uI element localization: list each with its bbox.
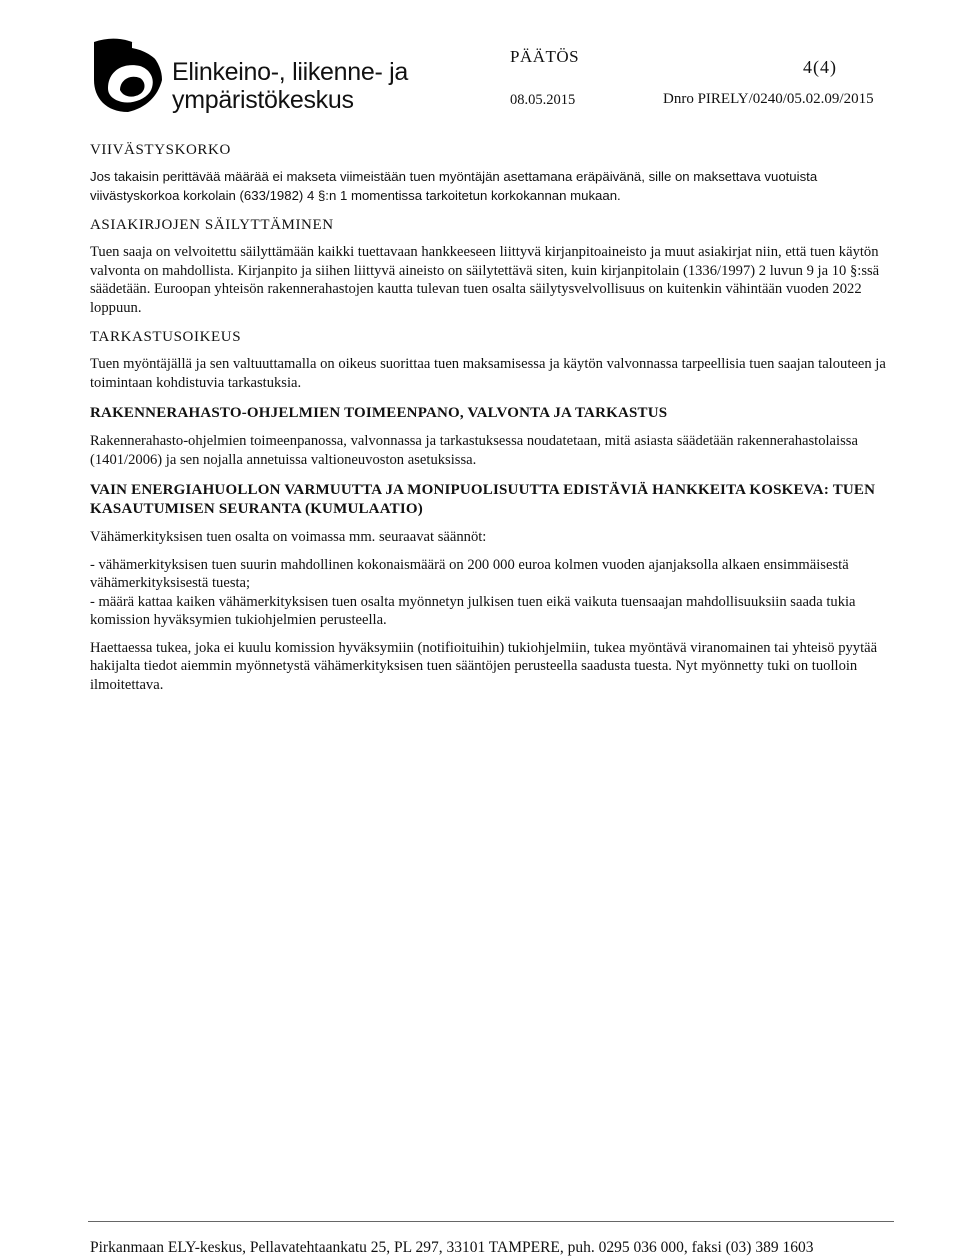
organization-name: [172, 58, 408, 114]
section-heading: TARKASTUSOIKEUS: [90, 329, 242, 345]
section-heading: ASIAKIRJOJEN SÄILYTTÄMINEN: [90, 217, 334, 233]
footer-divider: [88, 1221, 894, 1222]
section-paragraph: Haettaessa tukea, joka ei kuulu komission hyväksymiin (notifioituihin) tukiohjelmiin, tukea myöntävä viranomainen tai yhteisö pyytää hakijalta tiedot aiemmin myönnetystä vähämerkityksisen tuen sääntöjen perusteella saadusta tuesta. Nyt myönnetty tuki on tuolloin ilmoitettava.: [90, 639, 878, 693]
document-type: PÄÄTÖS: [510, 47, 580, 66]
organization-name-line2: ympäristökeskus: [172, 86, 354, 114]
section-heading: VAIN ENERGIAHUOLLON VARMUUTTA JA MONIPUOLISUUTTA EDISTÄVIÄ HANKKEITA KOSKEVA: TUEN KASAUTUMISEN SEURANTA (KUMULAATIO): [90, 482, 876, 517]
organization-name-line1: Elinkeino-, liikenne- ja: [172, 58, 408, 86]
section-paragraph: Jos takaisin perittävää määrää ei makseta viimeistään tuen myöntäjän asettamana eräpäivänä, sille on maksettava vuotuista viivästyskorkoa korkolain (633/1982) 4 §:n 1 momentissa tarkoitetun korkokannan mukaan.: [90, 169, 818, 203]
section-paragraph: Rakennerahasto-ohjelmien toimeenpanossa, valvonnassa ja tarkastuksessa noudatetaan, mitä asiasta säädetään rakennerahastolaissa (1401/2006) ja sen nojalla annetuissa valtioneuvoston asetuksissa.: [90, 433, 858, 468]
list-item: - määrä kattaa kaiken vähämerkityksisen tuen osalta myönnetyn julkisen tuen eikä vaikuta tuensaajan mahdollisuuksiin saada tukia komission hyväksymien tukiohjelmien perusteella.: [90, 593, 856, 628]
section-heading: VIIVÄSTYSKORKO: [90, 142, 231, 158]
section-heading: RAKENNERAHASTO-OHJELMIEN TOIMEENPANO, VALVONTA JA TARKASTUS: [90, 405, 668, 421]
diary-number: Dnro PIRELY/0240/05.02.09/2015: [663, 91, 874, 107]
section-paragraph: Vähämerkityksisen tuen osalta on voimassa mm. seuraavat säännöt:: [90, 529, 487, 545]
document-date: 08.05.2015: [510, 92, 576, 108]
section-paragraph: Tuen myöntäjällä ja sen valtuuttamalla on oikeus suorittaa tuen maksamisessa ja käytön valvonnassa tarpeellisia tuen saajan talouteen ja toimintaan kohdistuvia tarkastuksia.: [90, 356, 886, 391]
ely-logo: [88, 36, 166, 114]
page-number: 4(4): [803, 57, 837, 77]
section-paragraph: Tuen saaja on velvoitettu säilyttämään kaikki tuettavaan hankkeeseen liittyvä kirjanpitoaineisto ja muut asiakirjat niin, että tuen käytön valvonta on mahdollista. Kirjanpito ja siihen liittyvä aineisto on säilytettävä siten, kuin kirjanpitolain (1336/1997) 2 luvun 9 ja 10 §:ssä säädetään. Euroopan yhteisön rakennerahastojen kautta tulevan tuen osalta säilytysvelvollisuus on kuitenkin vähintään vuoden 2022 loppuun.: [90, 244, 880, 316]
document-body: [90, 142, 900, 694]
list-item: - vähämerkityksisen tuen suurin mahdollinen kokonaismäärä on 200 000 euroa kolmen vuoden ajanjaksolla alkaen ensimmäisestä vähämerkityksisestä tuesta;: [90, 556, 849, 591]
footer-address: Pirkanmaan ELY-keskus, Pellavatehtaankatu 25, PL 297, 33101 TAMPERE, puh. 0295 036 000, faksi (03) 389 1603: [90, 1239, 814, 1256]
